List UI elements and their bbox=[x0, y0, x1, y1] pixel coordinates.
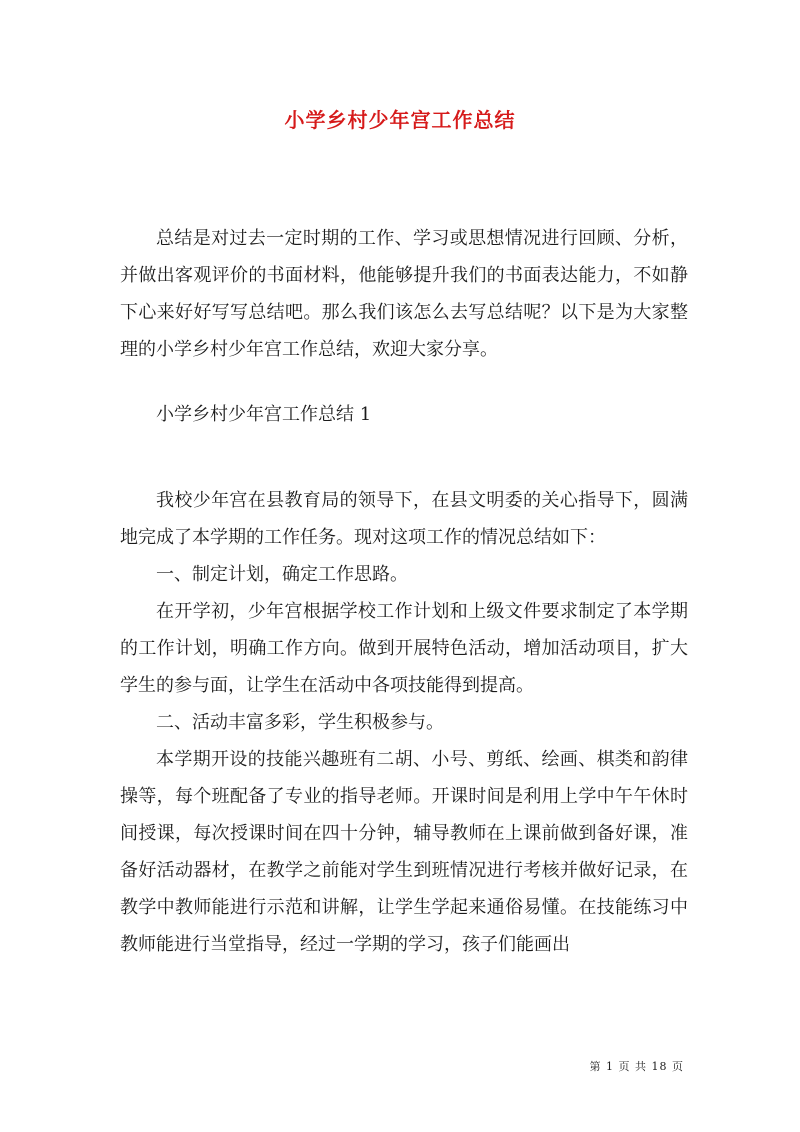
paragraph-4: 二、活动丰富多彩，学生积极参与。 bbox=[156, 712, 444, 733]
paragraph-1: 我校少年宫在县教育局的领导下，在县文明委的关心指导下，圆满地完成了本学期的工作任务。现对这项工作的情况总结如下： bbox=[120, 490, 688, 548]
section-heading: 小学乡村少年宫工作总结 1 bbox=[156, 404, 372, 425]
intro-block bbox=[120, 220, 688, 368]
section-body bbox=[120, 482, 688, 963]
paragraph-2: 一、制定计划，确定工作思路。 bbox=[156, 564, 408, 585]
paragraph-3: 在开学初，少年宫根据学校工作计划和上级文件要求制定了本学期的工作计划，明确工作方向。做到开展特色活动，增加活动项目，扩大学生的参与面，让学生在活动中各项技能得到提高。 bbox=[120, 601, 688, 696]
paragraph-5: 本学期开设的技能兴趣班有二胡、小号、剪纸、绘画、棋类和韵律操等，每个班配备了专业的指导老师。开课时间是利用上学中午午休时间授课，每次授课时间在四十分钟，辅导教师在上课前做到备好课，准备好活动器材，在教学之前能对学生到班情况进行考核并做好记录，在教学中教师能进行示范和讲解，让学生学起来通俗易懂。在技能练习中教师能进行当堂指导，经过一学期的学习，孩子们能画出 bbox=[120, 749, 688, 955]
document-title: 小学乡村少年宫工作总结 bbox=[284, 108, 516, 132]
page-number: 第 1 页 共 18 页 bbox=[589, 1060, 684, 1073]
intro-paragraph: 总结是对过去一定时期的工作、学习或思想情况进行回顾、分析，并做出客观评价的书面材料，他能够提升我们的书面表达能力，不如静下心来好好写写总结吧。那么我们该怎么去写总结呢？以下是为大家整理的小学乡村少年宫工作总结，欢迎大家分享。 bbox=[120, 228, 688, 360]
